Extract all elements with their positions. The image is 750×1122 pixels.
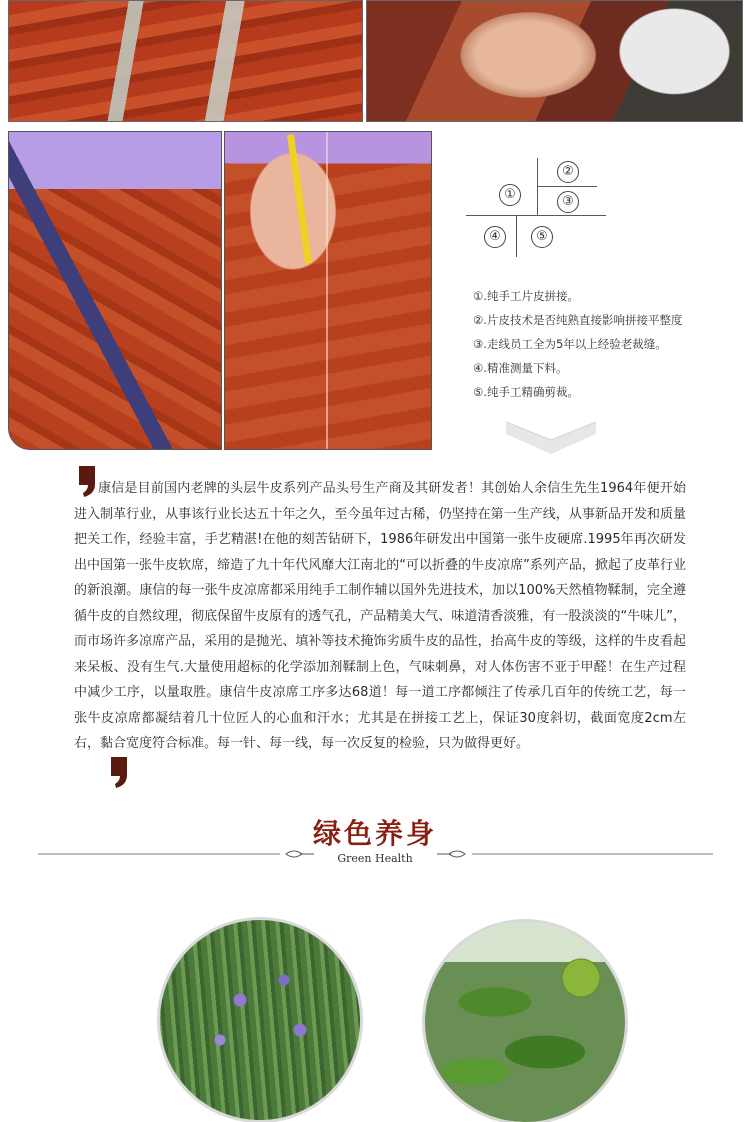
step-item: ③.走线员工全为5年以上经验老裁缝。 <box>473 337 667 351</box>
step-item: ④.精准测量下料。 <box>473 361 568 375</box>
diagram-label-3: ③ <box>557 191 579 213</box>
photo-herb-plants <box>160 920 360 1120</box>
photo-layout-diagram <box>460 155 610 260</box>
photo-sewing-machine <box>366 0 743 122</box>
close-quote-icon <box>108 755 130 789</box>
photo-measuring-leather <box>8 131 222 450</box>
photo-cutting-leather <box>224 131 432 450</box>
step-item: ②.片皮技术是否纯熟直接影响拼接平整度 <box>473 313 683 327</box>
diagram-label-4: ④ <box>484 226 506 248</box>
chevron-down-icon <box>504 418 598 456</box>
step-item: ①.纯手工片皮拼接。 <box>473 289 579 303</box>
section-title: 绿色养身 <box>312 817 437 850</box>
diagram-label-1: ① <box>499 184 521 206</box>
brand-intro-text: 康信是目前国内老牌的头层牛皮系列产品头号生产商及其研发者！其创始人余信生先生1964年便开始进入制革行业，从事该行业长达五十年之久，至今虽年过古稀，仍坚持在第一生产线，从事新品开发和质量把关工作，经验丰富，手艺精湛!在他的刻苦钻研下，1986年研发出中国第一张牛皮硬席.1995年再次研发出中国第一张牛皮软席，缔造了九十年代风靡大江南北的“可以折叠的牛皮凉席”系列产品，掀起了皮革行业的新浪潮。康信的每一张牛皮凉席都采用纯手工制作辅以国外先进技术，加以100%天然植物鞣制，完全遵循牛皮的自然纹理，彻底保留牛皮原有的透气孔，产品精美大气、味道清香淡雅，有一股淡淡的“牛味儿”，而市场许多凉席产品，采用的是抛光、填补等技术掩饰劣质牛皮的品性，抬高牛皮的等级，这样的牛皮看起来呆板、没有生气.大量使用超标的化学添加剂鞣制上色，气味刺鼻，对人体伤害不亚于甲醛！在生产过程中减少工序，以量取胜。康信牛皮凉席工序多达68道！每一道工序都倾注了传承几百年的传统工艺，每一张牛皮凉席都凝结着几十位匠人的心血和汗水；尤其是在拼接工艺上，保证30度斜切，截面宽度2cm左右，黏合宽度符合标准。每一针、每一线，每一次反复的检验，只为做得更好。 <box>74 481 686 751</box>
brand-intro-paragraph <box>74 476 686 757</box>
photo-leather-strips <box>8 0 363 122</box>
diagram-label-2: ② <box>557 161 579 183</box>
photo-green-fruit-tree <box>425 922 625 1122</box>
process-steps-list <box>473 284 682 404</box>
diagram-label-5: ⑤ <box>531 226 553 248</box>
section-subtitle: Green Health <box>337 852 413 865</box>
step-item: ⑤.纯手工精确剪裁。 <box>473 385 579 399</box>
